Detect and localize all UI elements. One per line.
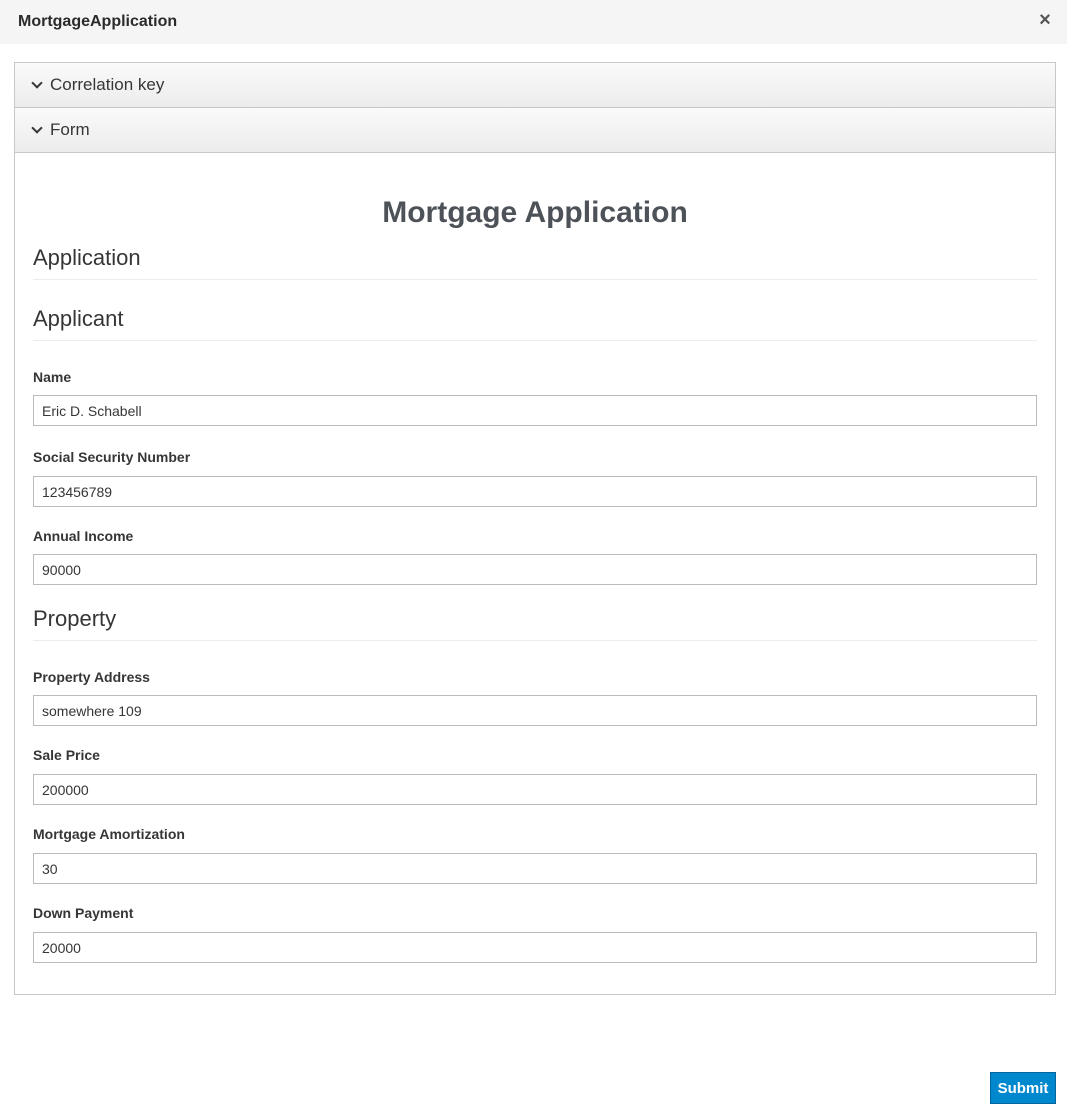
amortization-label: Mortgage Amortization	[33, 826, 185, 842]
form-title: Mortgage Application	[382, 196, 688, 229]
form-panel-toggle[interactable]	[15, 108, 1055, 153]
ssn-label: Social Security Number	[33, 449, 191, 465]
form-body	[15, 193, 1055, 963]
correlation-key-panel-toggle[interactable]	[15, 63, 1055, 108]
modal-header	[0, 0, 1067, 44]
address-input[interactable]	[33, 695, 1037, 726]
section-applicant: Applicant	[33, 304, 1037, 341]
correlation-key-label: Correlation key	[50, 75, 165, 94]
down-payment-input[interactable]	[33, 932, 1037, 963]
address-label: Property Address	[33, 669, 150, 685]
chevron-down-icon	[31, 122, 42, 133]
name-label: Name	[33, 369, 72, 385]
section-property: Property	[33, 604, 1037, 641]
modal-title: MortgageApplication	[18, 13, 178, 30]
income-label: Annual Income	[33, 528, 134, 544]
section-application: Application	[33, 243, 1037, 280]
form-panel-label: Form	[50, 120, 90, 139]
down-payment-label: Down Payment	[33, 905, 134, 921]
income-input[interactable]	[33, 554, 1037, 585]
name-input[interactable]	[33, 395, 1037, 426]
amortization-input[interactable]	[33, 853, 1037, 884]
close-icon[interactable]: ×	[1039, 9, 1051, 31]
panel-group	[14, 62, 1056, 995]
price-label: Sale Price	[33, 747, 100, 763]
chevron-down-icon	[31, 77, 42, 88]
ssn-input[interactable]	[33, 476, 1037, 507]
submit-button[interactable]: Submit	[990, 1072, 1056, 1104]
price-input[interactable]	[33, 774, 1037, 805]
